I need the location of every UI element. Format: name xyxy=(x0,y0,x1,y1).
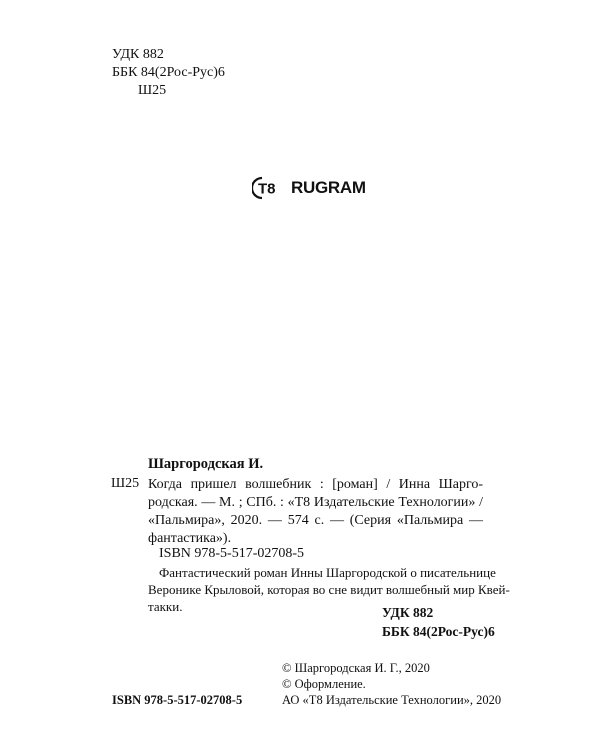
annotation-line: Фантастический роман Инны Шаргородской о писательнице xyxy=(159,565,496,580)
copyright-line: © Шаргородская И. Г., 2020 xyxy=(282,661,430,675)
annotation-line: такки. xyxy=(148,599,183,614)
copyright-line: АО «Т8 Издательские Технологии», 2020 xyxy=(282,693,502,707)
logo-mark: T8 xyxy=(258,180,276,198)
udk-code: УДК 882 xyxy=(112,47,164,62)
record-author: Шаргородская И. xyxy=(148,456,264,472)
record-cipher: Ш25 xyxy=(111,476,140,491)
record-line: «Пальмира», 2020. — 574 с. — (Серия «Пальмира — xyxy=(148,513,483,528)
record-line: Когда пришел волшебник : [роман] / Инна Шарго- xyxy=(148,477,483,492)
record-isbn: ISBN 978-5-517-02708-5 xyxy=(159,546,305,561)
logo-text: RUGRAM xyxy=(291,178,366,197)
bbk-code: ББК 84(2Рос-Рус)6 xyxy=(112,65,225,80)
udk-code-bold: УДК 882 xyxy=(382,605,434,620)
annotation-line: Веронике Крыловой, которая во сне видит волшебный мир Квей- xyxy=(148,582,510,597)
publisher-logo xyxy=(252,176,366,200)
t8-logo-icon xyxy=(252,176,290,200)
record-line: родская. — М. ; СПб. : «Т8 Издательские Технологии» / xyxy=(148,495,483,510)
right-classification-codes xyxy=(382,603,495,641)
copyright-block xyxy=(282,660,501,708)
author-cipher: Ш25 xyxy=(138,83,167,98)
isbn-bottom: ISBN 978-5-517-02708-5 xyxy=(112,693,243,707)
top-classification-codes xyxy=(112,46,225,100)
record-line: фантастика»). xyxy=(148,531,232,546)
copyright-line: © Оформление. xyxy=(282,677,366,691)
bibliographic-record xyxy=(148,476,483,548)
bbk-code-bold: ББК 84(2Рос-Рус)6 xyxy=(382,624,495,639)
